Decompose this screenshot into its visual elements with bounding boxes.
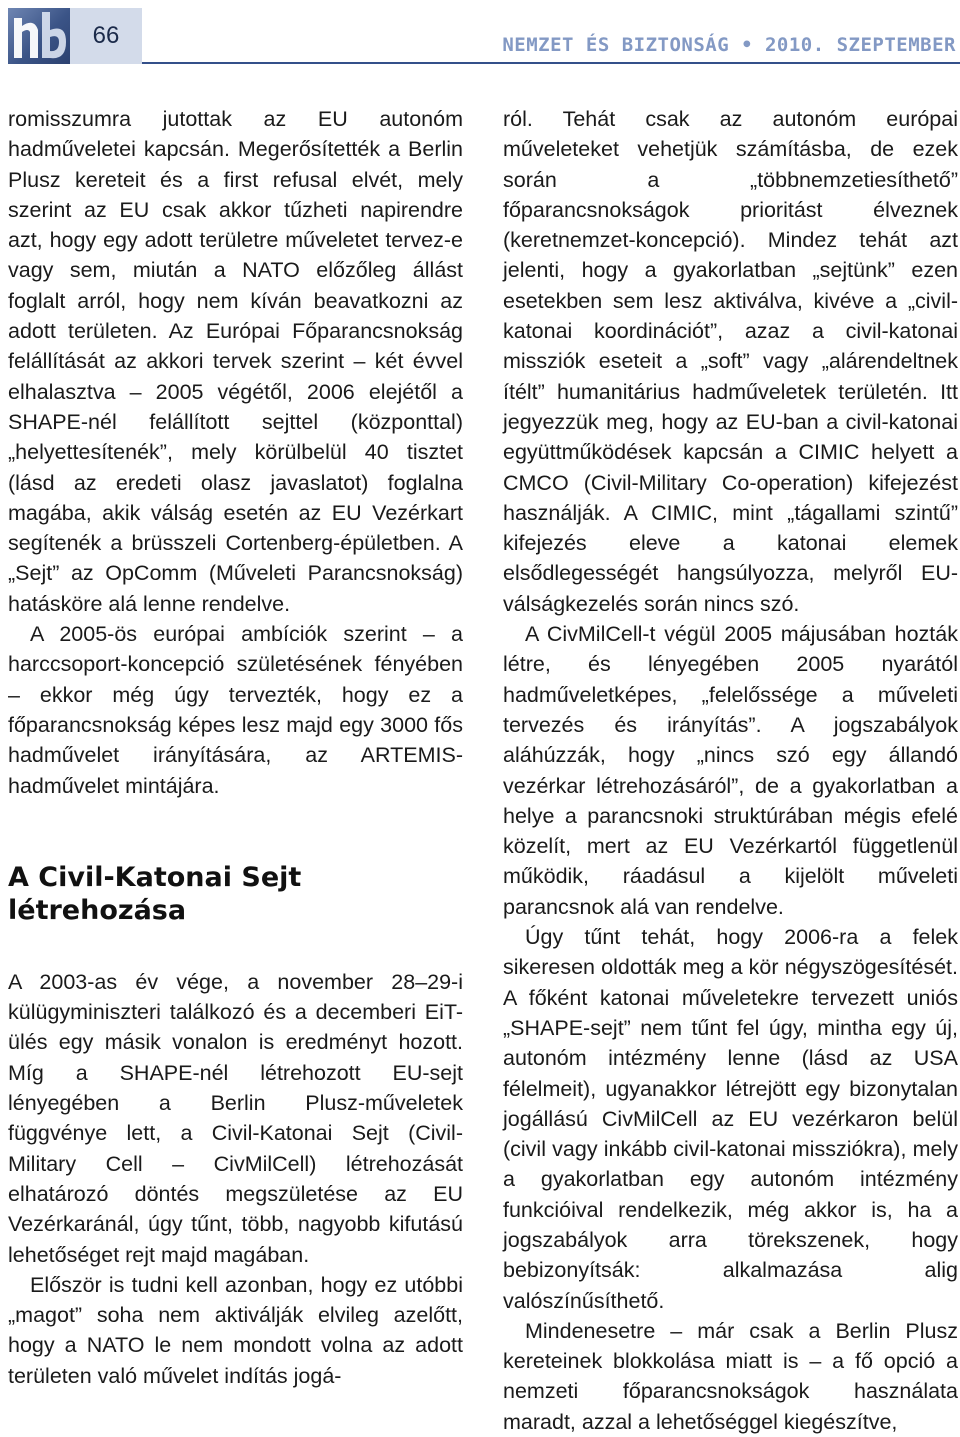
journal-logo (8, 8, 70, 64)
section-heading: A Civil-Katonai Sejt létrehozása (8, 861, 302, 926)
paragraph: A 2003-as év vége, a november 28–29-i külügyminiszteri találkozó és a decemberi EiT-ülés egy másik vonalon is eredményt hozott. Míg a SHAPE-nél létrehozott EU-sejt lényegében a Berlin Plusz-műveletek függvénye lett, a Civil-Katonai Sejt (Civil-Military Cell – CivMilCell) létrehozását elhatározó döntés megszületése az EU Vezérkaránál, úgy tűnt, több, nagyobb kifutású lehetőséget rejt majd magában. (8, 969, 463, 1267)
paragraph: Úgy tűnt tehát, hogy 2006-ra a felek sikeresen oldották meg a kör négyszögesítését. A főként katonai műveletekre tervezett uniós „SHAPE-sejt” nem tűnt fel úgy, mintha egy új, autonóm intézmény lenne (lásd az USA félelmeit), ugyanakkor létrejött egy bizonytalan jogállású CivMilCell az EU vezérkaron belül (civil vagy inkább civil-katonai missziókra), mely a gyakorlatban egy autonóm intézmény funkcióival rendelkezik, még akkor is, ha a jogszabályok arra törekszenek, hogy bebizonyítsák: alkalmazása alig valószínűsíthető. (503, 925, 958, 1313)
page-header (0, 0, 960, 70)
page-number-box (70, 8, 142, 64)
right-column (503, 104, 958, 1437)
journal-title: NEMZET ÉS BIZTONSÁG • 2010. SZEPTEMBER (502, 34, 956, 56)
paragraph: A CivMilCell-t végül 2005 májusában hozták létre, és lényegében 2005 nyarától hadműveletképes, „felelőssége a műveleti tervezés és irányítás”. A jogszabályok aláhúzzák, hogy „nincs szó egy állandó vezérkar létrehozásáról”, de a gyakorlatban a helye a parancsnoki struktúrában mégis efelé közelít, mert az EU Vezérkartól függetlenül működik, ráadásul a kijelölt műveleti parancsnok alá van rendelve. (503, 622, 958, 919)
paragraph: romisszumra jutottak az EU autonóm hadműveletei kapcsán. Megerősítették a Berlin Plusz kereteit és a first refusal elvét, mely szerint az EU csak akkor tűzheti napirendre azt, hogy egy adott területre műveletet tervez-e vagy sem, miután a NATO előzőleg állást foglalt arról, hogy nem kíván beavatkozni az adott területen. Az Európai Főparancsnokság felállítását az akkori tervek szerint – két évvel elhalasztva – 2005 végétől, 2006 elejétől a SHAPE-nél felállított sejttel (központtal) „helyettesítenék”, mely körülbelül 40 tisztet (lásd az eredeti olasz javaslatot) foglalna magába, akik válság esetén az EU Vezérkart segítenék a brüsszeli Cortenberg-épületben. A „Sejt” az OpComm (Műveleti Parancsnokság) hatásköre alá lenne rendelve. (8, 107, 463, 616)
paragraph: Először is tudni kell azonban, hogy ez utóbbi „magot” soha nem aktiválják elvileg azelőtt, hogy a NATO le nem mondott volna az adott területen való művelet indítás jogá- (8, 1272, 463, 1388)
page-number: 66 (92, 22, 120, 49)
paragraph: A 2005-ös európai ambíciók szerint – a harccsoport-koncepció születésének fényében – ekkor még úgy tervezték, hogy ez a főparancsnokság képes lesz majd egy 3000 fős hadművelet irányítására, az ARTEMIS-hadművelet mintájára. (8, 622, 463, 798)
paragraph: Mindenesetre – már csak a Berlin Plusz kereteinek blokkolása miatt is – a fő opció a nemzeti főparancsnokságok használata maradt, azzal a lehetőséggel kiegészítve, (503, 1318, 958, 1434)
paragraph: ról. Tehát csak az autonóm európai műveleteket vehetjük számításba, de ezek során a „többnemzetiesíthető” főparancsnokságok prioritást élveznek (keretnemzet-koncepció). Mindez tehát azt jelenti, hogy a gyakorlatban „sejtünk” ezen esetekben sem lesz aktiválva, kivéve a „civil-katonai koordinációt”, azaz a civil-katonai missziók eseteit a „soft” vagy „alárendeltnek ítélt” humanitárius hadműveletek területén. Itt jegyezzük meg, hogy az EU-ban a civil-katonai együttműködések kapcsán a CIMIC helyett a CMCO (Civil-Military Co-operation) kifejezést használják. A CIMIC, mint „tágallami szintű” kifejezés eleve a katonai elemek elsődlegességét hangsúlyozza, melyről EU-válságkezelés során nincs szó. (503, 107, 958, 616)
nb-logo-icon (8, 8, 70, 64)
header-rule (142, 62, 960, 64)
left-column (8, 104, 463, 1391)
